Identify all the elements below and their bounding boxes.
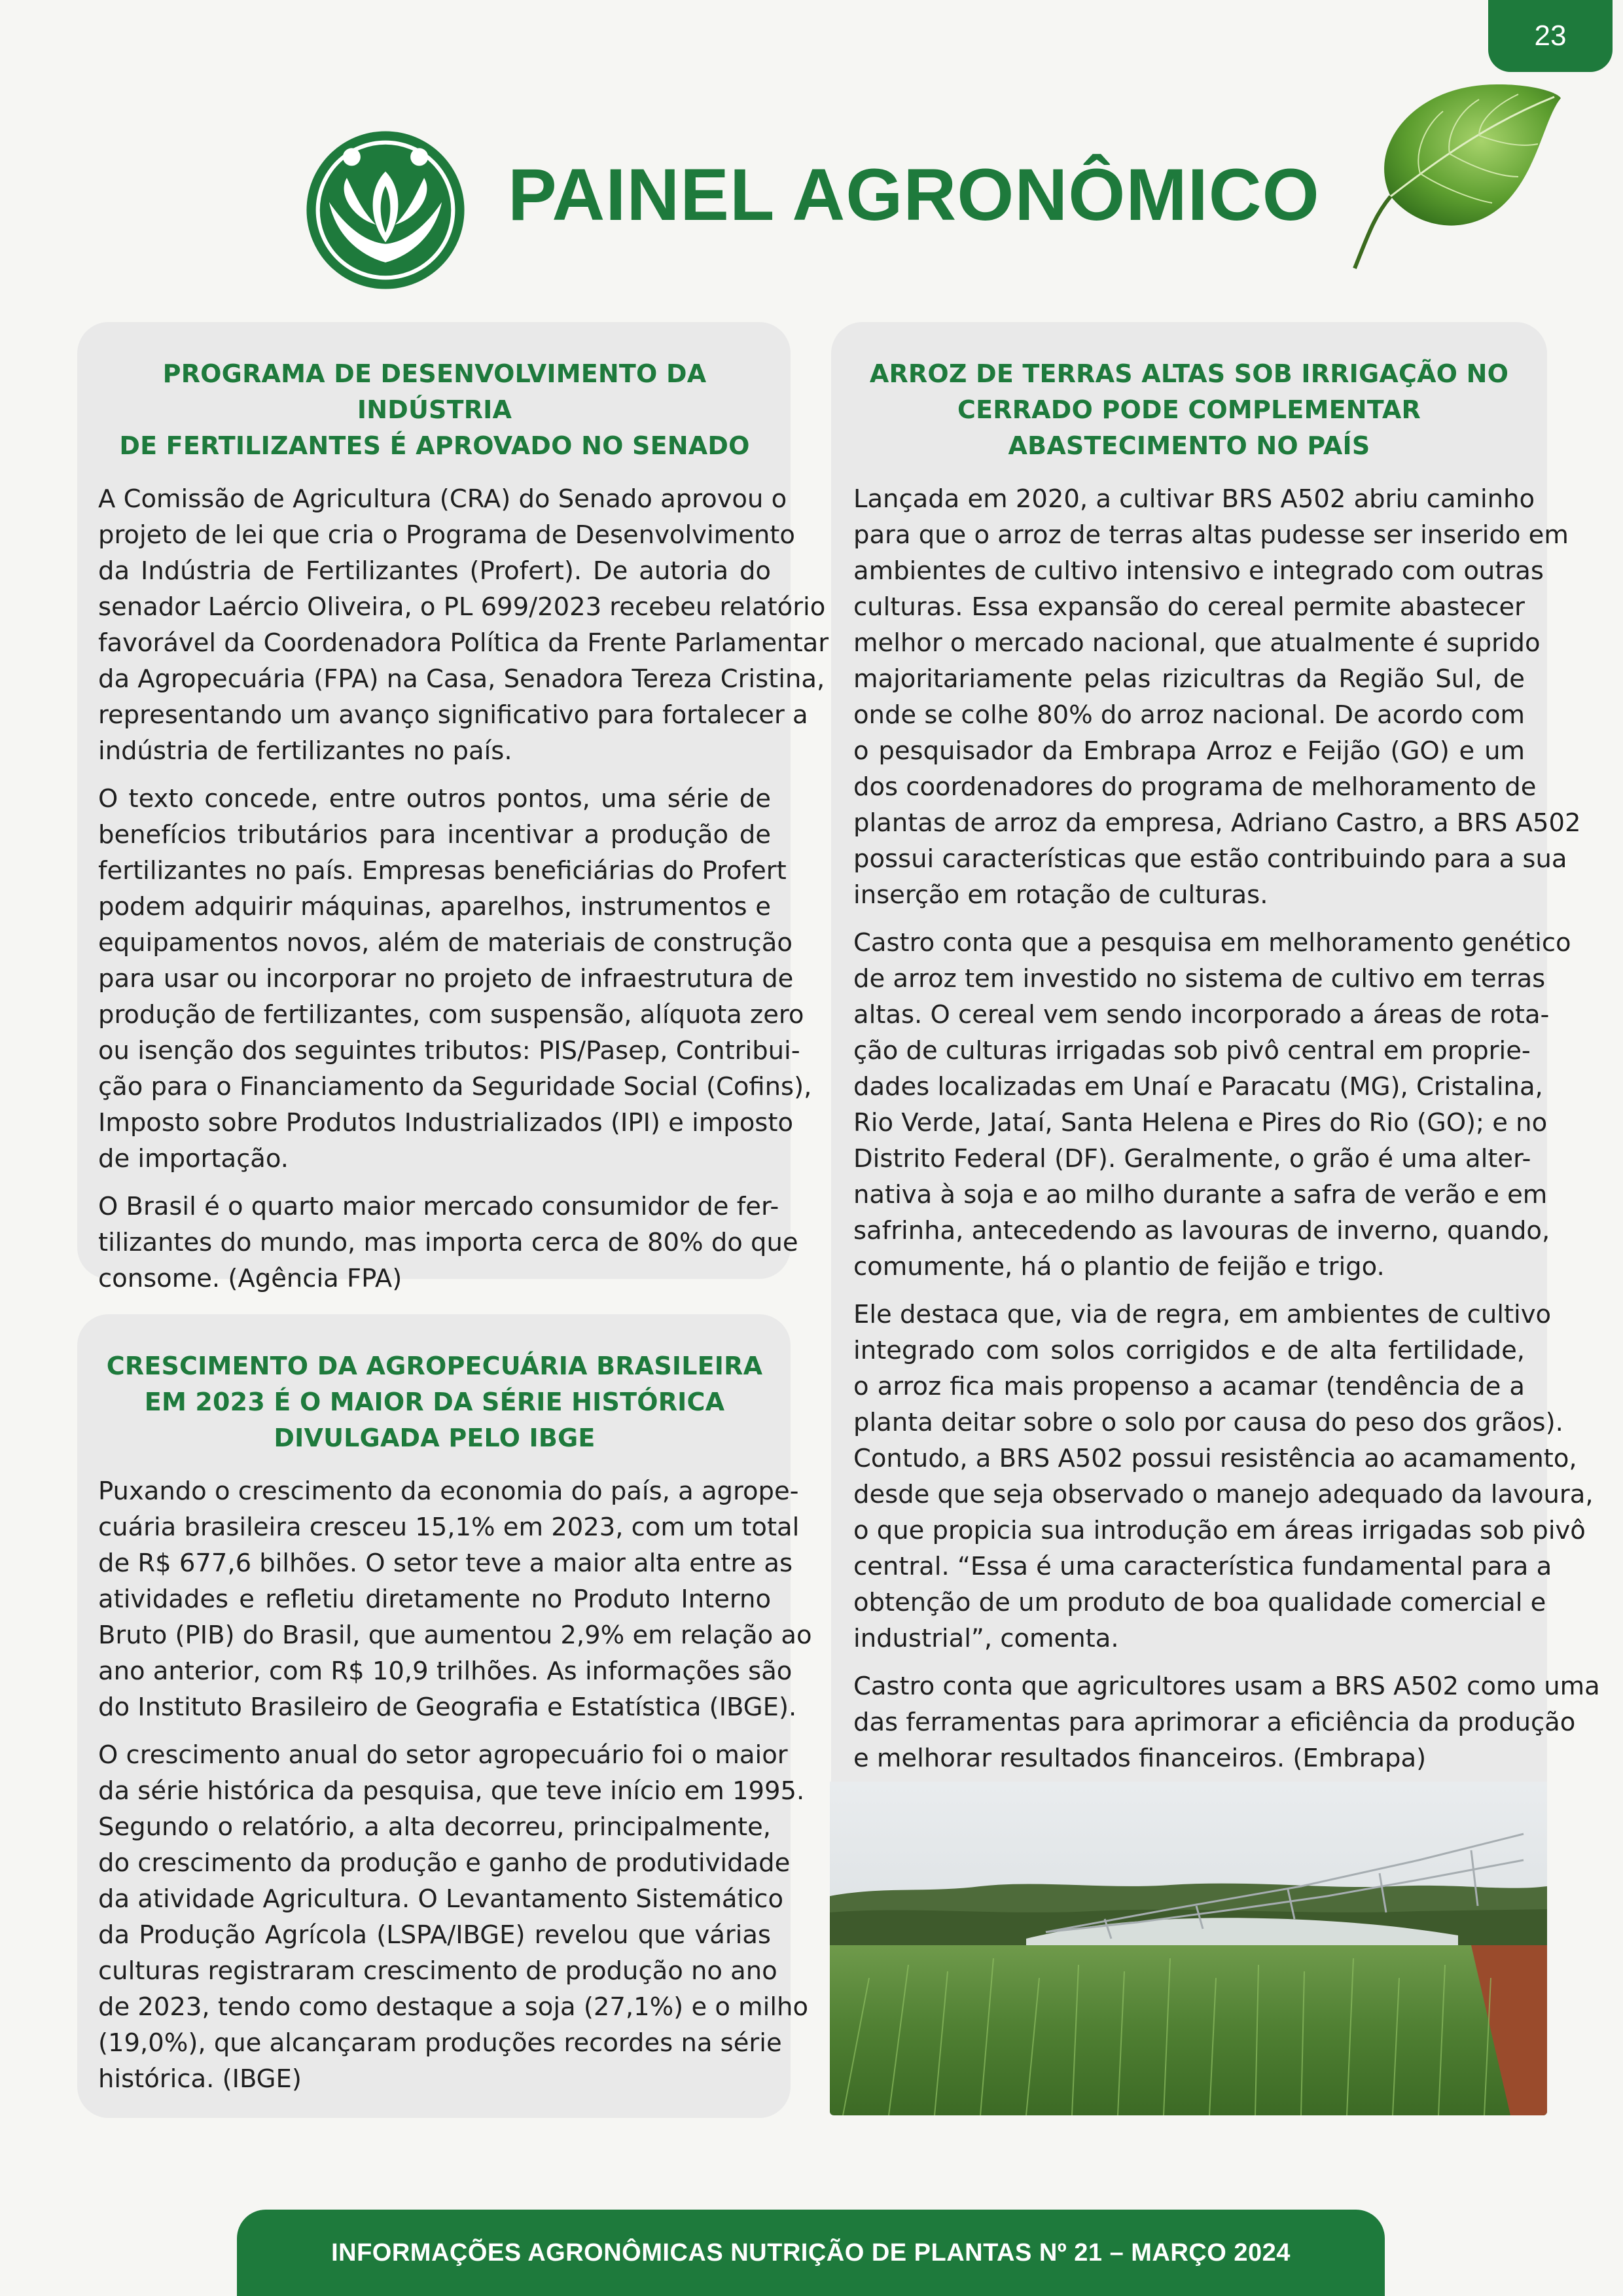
article-title: CRESCIMENTO DA AGROPECUÁRIA BRASILEIRA EM 2023 É O MAIOR DA SÉRIE HISTÓRICA DIVULGADA PELO IBGE	[106, 1352, 763, 1452]
article-paragraph: Puxando o crescimento da economia do país, a agrope- cuária brasileira cresceu 15,1% em 2023, com um total de R$ 677,6 bilhões. O setor teve a maior alta entre as atividades e refletiu diretamente no Produto Interno Bruto (PIB) do Brasil, que aumentou 2,9% em relação ao ano anterior, com R$ 10,9 trilhões. As informações são do Instituto Brasileiro de Geografia e Estatística (IBGE).	[98, 1477, 812, 1722]
article-paragraph: A Comissão de Agricultura (CRA) do Senado aprovou o projeto de lei que cria o Programa de Desenvolvimento da Indústria de Fertilizantes (Profert). De autoria do senador Laércio Oliveira, o PL 699/2023 recebeu relatório favorável da Coordenadora Política da Frente Parlamentar da Agropecuária (FPA) na Casa, Senadora Tereza Cristina, representando um avanço significativo para fortalecer a indústria de fertilizantes no país.	[98, 484, 829, 766]
article-paragraph: O texto concede, entre outros pontos, uma série de benefícios tributários para incentivar a produção de fertilizantes no país. Empresas beneficiárias do Profert podem adquirir máquinas, aparelhos, instrumentos e equipamentos novos, além de materiais de construção para usar ou incorporar no projeto de infraestrutura de produção de fertilizantes, com suspensão, alíquota zero ou isenção dos seguintes tributos: PIS/Pasep, Contribui- ção para o Financiamento da Seguridade Social (Cofins), Imposto sobre Produtos Industrializados (IPI) e imposto de importação.	[98, 784, 812, 1174]
rice-field-irrigation-photo	[830, 1782, 1547, 2115]
article-agropecuaria	[77, 1314, 812, 2118]
leaf-icon	[1329, 72, 1564, 275]
article-paragraph: Castro conta que agricultores usam a BRS A502 como uma das ferramentas para aprimorar a eficiência da produção e melhorar resultados financeiros. (Embrapa)	[853, 1672, 1600, 1773]
article-title: PROGRAMA DE DESENVOLVIMENTO DA INDÚSTRIA DE FERTILIZANTES É APROVADO NO SENADO	[119, 359, 750, 460]
article-fertilizantes	[77, 322, 829, 1293]
article-title: ARROZ DE TERRAS ALTAS SOB IRRIGAÇÃO NO CERRADO PODE COMPLEMENTAR ABASTECIMENTO NO PAÍS	[869, 359, 1509, 460]
article-paragraph: Castro conta que a pesquisa em melhoramento genético de arroz tem investido no sistema de cultivo em terras altas. O cereal vem sendo incorporado a áreas de rota- ção de culturas irrigadas sob pivô central em proprie- dades localizadas em Unaí e Paracatu (MG), Cristalina, Rio Verde, Jataí, Santa Helena e Pires do Rio (GO); e no Distrito Federal (DF). Geralmente, o grão é uma alter- nativa à soja e ao milho durante a safra de verão e em safrinha, antecedendo as lavouras de inverno, quando, comumente, há o plantio de feijão e trigo.	[853, 928, 1571, 1282]
article-paragraph: Lançada em 2020, a cultivar BRS A502 abriu caminho para que o arroz de terras altas pudesse ser inserido em ambientes de cultivo intensivo e integrado com outras culturas. Essa expansão do cereal permite abastecer melhor o mercado nacional, que atualmente é suprido majoritariamente pelas rizicultras da Região Sul, de onde se colhe 80% do arroz nacional. De acordo com o pesquisador da Embrapa Arroz e Feijão (GO) e um dos coordenadores do programa de melhoramento de plantas de arroz da empresa, Adriano Castro, a BRS A502 possui características que estão contribuindo para a sua inserção em rotação de culturas.	[853, 484, 1581, 910]
article-paragraph: O Brasil é o quarto maior mercado consumidor de fer- tilizantes do mundo, mas importa cerca de 80% do que consome. (Agência FPA)	[98, 1192, 798, 1293]
article-paragraph: O crescimento anual do setor agropecuário foi o maior da série histórica da pesquisa, que teve início em 1995. Segundo o relatório, a alta decorreu, principalmente, do crescimento da produção e ganho de produtividade da atividade Agricultura. O Levantamento Sistemático da Produção Agrícola (LSPA/IBGE) revelou que várias culturas registraram crescimento de produção no ano de 2023, tendo como destaque a soja (27,1%) e o milho (19,0%), que alcançaram produções recordes na série histórica. (IBGE)	[98, 1740, 809, 2094]
article-paragraph: Ele destaca que, via de regra, em ambientes de cultivo integrado com solos corrigidos e de alta fertilidade, o arroz fica mais propenso a acamar (tendência de a planta deitar sobre o solo por causa do peso dos grãos). Contudo, a BRS A502 possui resistência ao acamamento, desde que seja observado o manejo adequado da lavoura, o que propicia sua introdução em áreas irrigadas sob pivô central. “Essa é uma característica fundamental para a obtenção de um produto de boa qualidade comercial e industrial”, comenta.	[853, 1300, 1594, 1653]
page-number: 23	[1488, 0, 1613, 72]
footer-banner: INFORMAÇÕES AGRONÔMICAS NUTRIÇÃO DE PLANTAS Nº 21 – MARÇO 2024	[237, 2210, 1385, 2296]
page-title: PAINEL AGRONÔMICO	[508, 154, 1320, 236]
plant-logo-icon	[305, 130, 466, 291]
